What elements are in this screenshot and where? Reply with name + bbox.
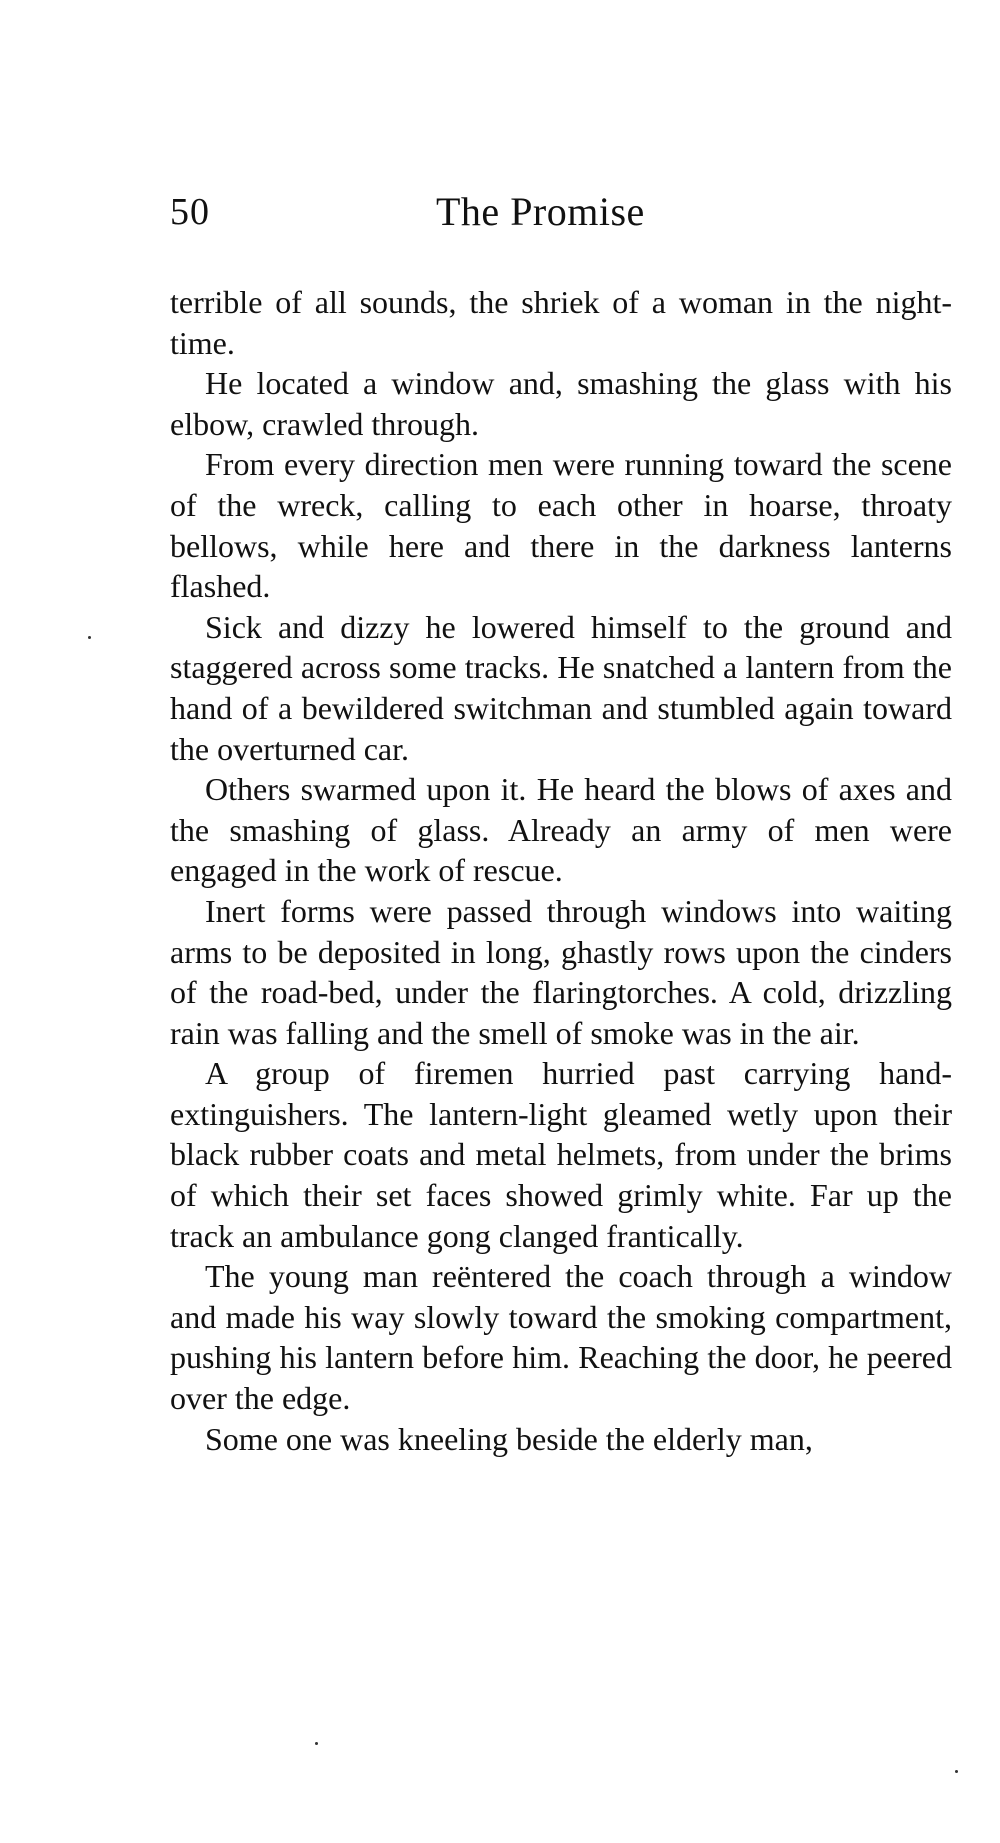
paragraph: Some one was kneeling beside the elderly man, — [205, 1420, 813, 1457]
page-number: 50 — [170, 191, 210, 233]
paragraph: From every direction men were running toward the scene of the wreck, calling to each other in hoarse, throaty bellows, while here and there in the darkness lanterns flashed. — [170, 446, 952, 605]
running-title: The Promise — [436, 189, 645, 234]
paragraph: A group of firemen hurried past carrying hand-extinguishers. The lantern-light gleamed wetly upon their black rubber coats and metal helmets, from under the brims of which their set faces showed grimly white. Far up the track an ambulance gong clanged frantically. — [170, 1055, 952, 1254]
paragraph: Sick and dizzy he lowered himself to the ground and staggered across some tracks. He snatched a lantern from the hand of a bewildered switchman and stumbled again toward the overturned car. — [170, 608, 952, 767]
paragraph: The young man reëntered the coach through a window and made his way slowly toward the smoking compartment, pushing his lantern before him. Reaching the door, he peered over the edge. — [170, 1258, 952, 1417]
running-head — [170, 190, 952, 250]
body-text — [170, 282, 952, 1459]
paragraph: Inert forms were passed through windows into waiting arms to be deposited in long, ghastly rows upon the cinders of the road-bed, under the flaringtorches. A cold, drizzling rain was falling and the smell of smoke was in the air. — [170, 892, 952, 1051]
print-speck — [315, 1742, 318, 1745]
print-speck — [955, 1770, 958, 1773]
paragraph: terrible of all sounds, the shriek of a woman in the night-time. — [170, 284, 952, 361]
paragraph: Others swarmed upon it. He heard the blows of axes and the smashing of glass. Already an army of men were engaged in the work of rescue. — [170, 771, 952, 889]
paragraph: He located a window and, smashing the glass with his elbow, crawled through. — [170, 365, 952, 442]
print-speck — [88, 636, 91, 639]
